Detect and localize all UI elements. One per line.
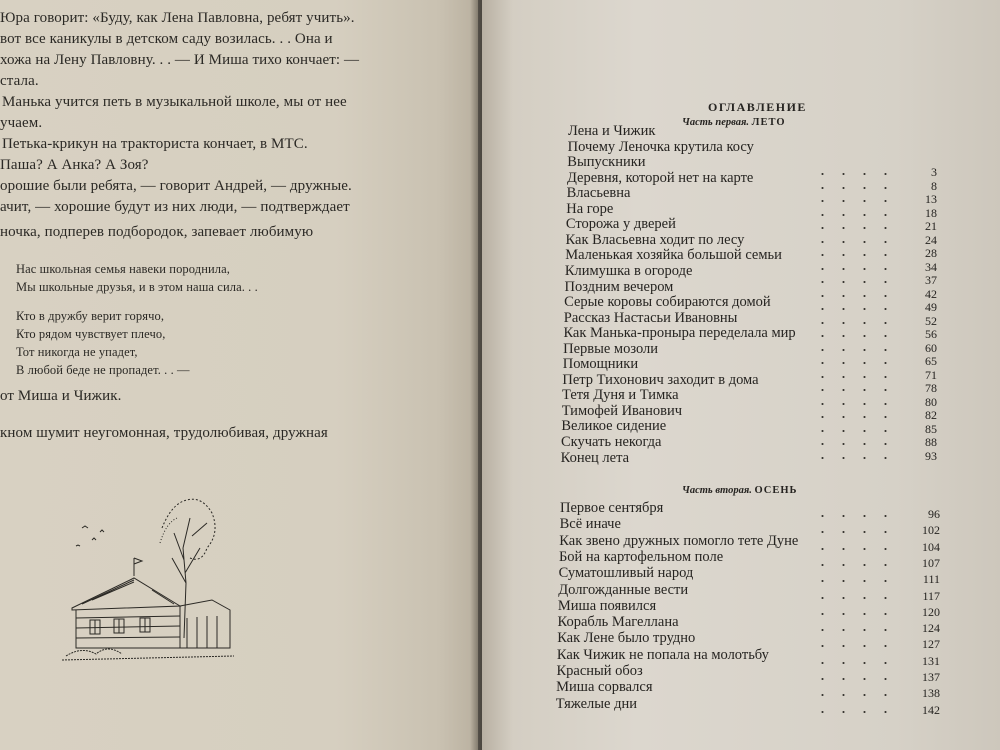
part-two-label: Часть вторая. [682,485,752,496]
toc-leader-dots [812,200,897,202]
toc-leader-dots [812,548,900,550]
verse-line: Нас школьная семья навеки породнила, [16,262,231,276]
toc-leader-dots [812,335,897,337]
toc-entry-page: 78 [925,381,937,395]
toc-leader-dots [812,694,900,696]
toc-leader-dots [812,613,900,615]
toc-entry-title: Миша появился [557,597,657,614]
verse-line: Кто рядом чувствует плечо, [16,327,166,341]
toc-entry-title: Поздним вечером [564,278,674,295]
toc-leader-dots [812,268,897,270]
toc-entry-page: 137 [922,670,940,684]
left-line: Манька учится петь в музыкальной школе, мы от нее [2,94,347,110]
toc-entry-page: 21 [925,219,937,233]
toc-leader-dots [812,295,897,297]
toc-entry-page: 34 [925,259,937,274]
toc-leader-dots [812,430,897,432]
toc-leader-dots [812,173,897,175]
toc-entry-page: 60 [925,340,937,355]
toc-entry-title: Корабль Магеллана [557,614,679,631]
toc-entry-title: Власьевна [566,185,631,202]
toc-leader-dots [812,711,900,713]
verse-line: Кто в дружбу верит горячо, [16,309,165,323]
toc-entry-page: 127 [922,637,940,652]
toc-leader-dots [812,645,900,647]
toc-entry-title: Бой на картофельном поле [558,548,724,565]
toc-entry-title: Помощники [562,356,639,373]
toc-entry-title: Как звено дружных помогло тете Дуне [559,532,799,549]
toc-entry-title: Как Чижик не попала на молотьбу [556,646,769,663]
toc-heading: ОГЛАВЛЕНИЕ [708,100,807,114]
toc-leader-dots [812,187,897,189]
toc-entry-title: Долгожданные вести [558,581,689,598]
toc-leader-dots [812,597,900,599]
toc-entry-page: 28 [925,246,937,260]
toc-leader-dots [812,376,897,378]
toc-entry-title: Первое сентября [560,500,664,516]
toc-entry-page: 138 [922,686,940,701]
toc-leader-dots [812,580,900,582]
toc-leader-dots [812,214,897,216]
left-line: кном шумит неугомонная, трудолюбивая, дружная [0,425,328,441]
toc-entry-title: Почему Леночка крутила косу [567,138,754,155]
toc-entry-page: 111 [922,572,940,587]
toc-leader-dots [812,227,897,229]
toc-entry-page: 65 [925,354,937,368]
toc-entry-title: Петр Тихонович заходит в дома [562,371,759,388]
toc-leader-dots [812,564,900,566]
left-line: ачит, — хорошие будут из них люди, — подтверждает [0,199,350,215]
toc-entry-title: Серые коровы собираются домой [564,294,771,311]
toc-entry-title: Суматошливый народ [558,565,694,582]
toc-entry-title: Тимофей Иванович [561,402,683,419]
toc-entry-title: Красный обоз [556,663,643,679]
toc-entry-title: Тяжелые дни [555,695,637,712]
left-line: ночка, подперев подбородок, запевает любимую [0,224,314,240]
toc-entry-title: Тетя Дуня и Тимка [562,387,679,404]
toc-entry-title: Первые мозоли [563,340,659,357]
toc-entry-title: Всё иначе [559,516,621,533]
toc-leader-dots [812,662,900,664]
toc-entry-page: 13 [925,192,937,206]
toc-leader-dots [812,254,897,256]
toc-entry-page: 96 [928,507,940,521]
toc-leader-dots [812,403,897,405]
toc-leader-dots [812,443,897,445]
left-line: Юра говорит: «Буду, как Лена Павловна, ребят учить». [0,10,355,26]
toc-entry-title: Климушка в огороде [564,262,693,279]
toc-leader-dots [812,241,897,243]
part-one-heading [682,117,786,128]
toc-leader-dots [812,457,897,459]
toc-entry-page: 24 [925,232,937,247]
left-line: учаем. [0,115,43,131]
toc-entry-page: 80 [925,394,937,409]
toc-entry-title: Выпускники [567,154,646,171]
part-two-season: ОСЕНЬ [754,485,798,496]
toc-leader-dots [812,678,900,680]
toc-entry-title: Скучать некогда [561,434,662,450]
toc-entry-page: 18 [925,205,937,220]
toc-entry-page: 107 [922,555,940,570]
toc-entry-page: 37 [925,273,937,287]
verse-line: Мы школьные друзья, и в этом наша сила. . . [16,280,258,294]
left-line: орошие были ребята, — говорит Андрей, — дружные. [0,178,352,194]
toc-entry-page: 56 [925,327,937,341]
toc-entry-title: Сторожа у дверей [565,216,676,233]
toc-entry-page: 85 [925,421,937,436]
toc-entry-title: Конец лета [560,449,630,466]
toc-leader-dots [812,629,900,631]
left-line: стала. [0,73,39,89]
village-house-sketch-icon [62,488,237,663]
toc-leader-dots [812,349,897,351]
toc-leader-dots [812,531,900,533]
toc-entry-page: 82 [925,408,937,422]
toc-entry-title: Маленькая хозяйка большой семьи [565,247,782,264]
toc-entry-title: На горе [566,200,614,217]
toc-leader-dots [812,281,897,283]
toc-leader-dots [812,389,897,391]
toc-entry-page: 142 [922,702,940,717]
part-one-season: ЛЕТО [751,117,786,128]
toc-entry-page: 131 [922,653,940,668]
toc-entry-page: 124 [922,621,940,636]
toc-entry-title: Деревня, которой нет на карте [566,169,754,186]
toc-entry-page: 102 [922,523,940,538]
toc-entry-page: 93 [925,448,937,463]
verse-line: Тот никогда не упадет, [16,345,138,359]
toc-entry-title: Миша сорвался [556,679,653,696]
toc-entry-title: Лена и Чижик [568,123,656,139]
left-line: от Миша и Чижик. [0,388,122,404]
toc-leader-dots [812,416,897,418]
left-line: Паша? А Анка? А Зоя? [0,157,149,173]
part-one-label: Часть первая. [682,117,750,128]
toc-entry-page: 71 [925,367,937,382]
toc-entry-title: Как Лене было трудно [557,630,696,647]
toc-entry-page: 42 [925,286,937,301]
toc-entry-page: 3 [931,165,937,179]
toc-entry-title: Как Манька-проныра переделала мир [563,325,796,342]
toc-entry-page: 120 [922,604,940,619]
left-line: вот все каникулы в детском саду возилась. . . Она и [0,31,333,47]
toc-entry-title: Великое сидение [561,418,667,435]
verse-line: В любой беде не пропадет. . . — [16,363,190,377]
toc-entry-title: Рассказ Настасьи Ивановны [563,309,738,326]
left-page [0,0,478,750]
toc-entry-page: 104 [922,539,940,554]
right-page [482,0,1000,750]
toc-leader-dots [812,515,900,517]
toc-entry-page: 8 [931,178,937,193]
toc-entry-page: 49 [925,300,937,314]
toc-entry-page: 88 [925,435,937,449]
left-line: Петька-крикун на тракториста кончает, в МТС. [2,136,308,152]
toc-entry-page: 117 [922,588,940,603]
left-line: хожа на Лену Павловну. . . — И Миша тихо кончает: — [0,52,360,68]
toc-leader-dots [812,308,897,310]
part-two-heading [682,485,798,496]
toc-entry-page: 52 [925,313,937,328]
toc-leader-dots [812,362,897,364]
toc-entry-title: Как Власьевна ходит по лесу [565,231,745,248]
toc-leader-dots [812,322,897,324]
